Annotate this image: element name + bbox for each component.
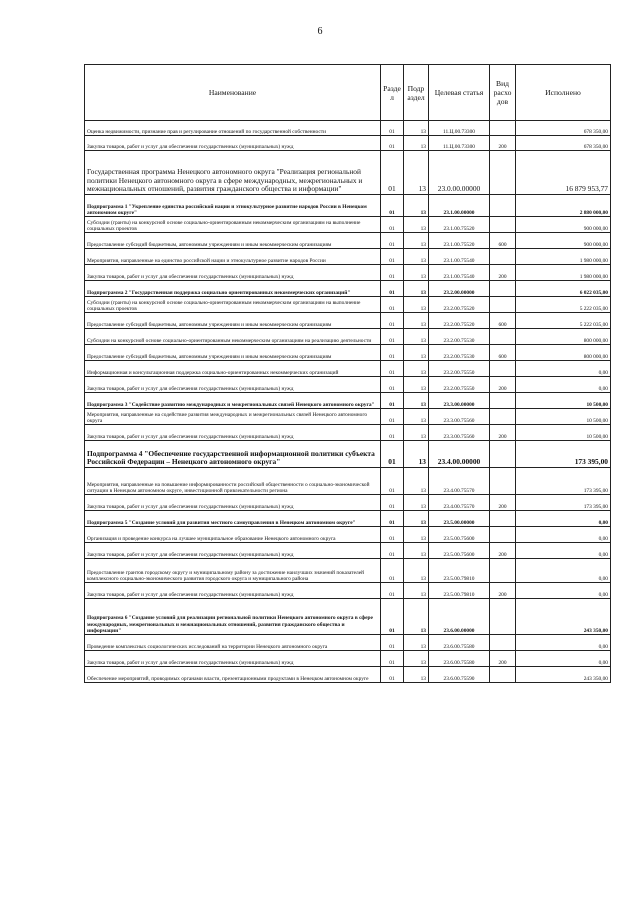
cell-executed: 1 980 000,00	[516, 249, 611, 265]
table-row	[85, 667, 611, 683]
cell-section: 01	[381, 121, 404, 136]
cell-subsection: 13	[404, 151, 429, 195]
cell-executed: 800 000,00	[516, 345, 611, 361]
cell-executed: 0,00	[516, 651, 611, 667]
cell-target: 23.5.00.79810	[429, 583, 490, 599]
cell-section: 01	[381, 151, 404, 195]
header-type: Вид расхо дов	[490, 65, 516, 121]
cell-executed: 0,00	[516, 543, 611, 559]
cell-name: Закупка товаров, работ и услуг для обеспечения государственных (муниципальных) нужд	[85, 136, 381, 151]
table-body	[85, 121, 611, 683]
cell-target: 23.5.00.75600	[429, 527, 490, 543]
cell-section: 01	[381, 468, 404, 495]
table-row	[85, 121, 611, 136]
cell-section: 01	[381, 495, 404, 511]
cell-type	[490, 361, 516, 377]
table-row	[85, 651, 611, 667]
cell-name: Закупка товаров, работ и услуг для обеспечения государственных (муниципальных) нужд	[85, 583, 381, 599]
cell-type	[490, 667, 516, 683]
table-row	[85, 361, 611, 377]
cell-executed: 1 980 000,00	[516, 265, 611, 281]
cell-section: 01	[381, 329, 404, 345]
cell-executed: 0,00	[516, 583, 611, 599]
cell-target: 23.1.00.75540	[429, 265, 490, 281]
header-executed: Исполнено	[516, 65, 611, 121]
cell-subsection: 13	[404, 468, 429, 495]
table-row	[85, 527, 611, 543]
table-row	[85, 409, 611, 425]
header-target: Целевая статья	[429, 65, 490, 121]
cell-type	[490, 121, 516, 136]
table-row	[85, 393, 611, 409]
cell-target: 23.5.00.75600	[429, 543, 490, 559]
table-row	[85, 559, 611, 583]
cell-subsection: 13	[404, 249, 429, 265]
cell-type	[490, 195, 516, 217]
cell-executed: 900 000,00	[516, 233, 611, 249]
cell-subsection: 13	[404, 651, 429, 667]
cell-target: 23.6.00.00000	[429, 599, 490, 635]
cell-name: Закупка товаров, работ и услуг для обеспечения государственных (муниципальных) нужд	[85, 265, 381, 281]
cell-target: 23.2.00.75520	[429, 297, 490, 313]
cell-subsection: 13	[404, 121, 429, 136]
cell-section: 01	[381, 265, 404, 281]
cell-type	[490, 441, 516, 468]
cell-name: Мероприятия, направленные на единство российской нации и этнокультурное развитие народов России	[85, 249, 381, 265]
cell-executed: 10 500,00	[516, 425, 611, 441]
cell-name: Мероприятия, направленные на повышение информированности российской общественности о социально-экономической ситуации в Ненецком автономном округе, инвестиционной привлекательности региона	[85, 468, 381, 495]
cell-target: 23.0.00.00000	[429, 151, 490, 195]
cell-subsection: 13	[404, 377, 429, 393]
cell-executed: 173 395,00	[516, 495, 611, 511]
cell-type: 200	[490, 136, 516, 151]
table-row	[85, 136, 611, 151]
cell-name: Подпрограмма 4 "Обеспечение государственной информационной политики субъекта Российской Федерации – Ненецкого автономного округа"	[85, 441, 381, 468]
cell-executed: 173 395,00	[516, 468, 611, 495]
cell-name: Мероприятия, направленные на содействие развития международных и межрегиональных связей Ненецкого автономного округа	[85, 409, 381, 425]
cell-name: Обеспечение мероприятий, проводимых органами власти, презентационными продуктами в Ненецком автономном округе	[85, 667, 381, 683]
cell-section: 01	[381, 583, 404, 599]
cell-target: 23.2.00.75550	[429, 377, 490, 393]
cell-target: 23.2.00.75530	[429, 329, 490, 345]
cell-executed: 0,00	[516, 377, 611, 393]
table-row	[85, 217, 611, 233]
cell-subsection: 13	[404, 136, 429, 151]
table-row	[85, 377, 611, 393]
cell-executed: 243 350,00	[516, 599, 611, 635]
cell-type: 600	[490, 313, 516, 329]
table-row	[85, 495, 611, 511]
cell-executed: 0,00	[516, 635, 611, 651]
table-row	[85, 345, 611, 361]
cell-name: Субсидии (гранты) на конкурсной основе социально-ориентированным некоммерческим организациям на выполнение социальных проектов	[85, 217, 381, 233]
header-section: Разде л	[381, 65, 404, 121]
header-name: Наименование	[85, 65, 381, 121]
cell-executed: 0,00	[516, 511, 611, 527]
cell-type	[490, 217, 516, 233]
cell-subsection: 13	[404, 667, 429, 683]
cell-executed: 678 350,00	[516, 136, 611, 151]
cell-type	[490, 511, 516, 527]
cell-type	[490, 409, 516, 425]
table-row	[85, 511, 611, 527]
cell-name: Закупка товаров, работ и услуг для обеспечения государственных (муниципальных) нужд	[85, 377, 381, 393]
cell-name: Предоставление субсидий бюджетным, автономным учреждениям и иным некоммерческим организациям	[85, 345, 381, 361]
cell-name: Предоставление субсидий бюджетным, автономным учреждениям и иным некоммерческим организациям	[85, 233, 381, 249]
cell-target: 23.2.00.75530	[429, 345, 490, 361]
cell-section: 01	[381, 136, 404, 151]
cell-name: Подпрограмма 3 "Содействие развитию международных и межрегиональных связей Ненецкого автономного округа"	[85, 393, 381, 409]
cell-type	[490, 393, 516, 409]
cell-executed: 5 222 035,00	[516, 313, 611, 329]
table-row	[85, 635, 611, 651]
cell-target: 23.1.00.75520	[429, 233, 490, 249]
table-row	[85, 425, 611, 441]
cell-name: Подпрограмма 2 "Государственная поддержка социально ориентированных некоммерческих организаций"	[85, 281, 381, 297]
cell-name: Субсидии на конкурсной основе социально-ориентированным некоммерческим организациям на реализацию деятельности	[85, 329, 381, 345]
cell-executed: 6 022 035,00	[516, 281, 611, 297]
cell-executed: 173 395,00	[516, 441, 611, 468]
cell-subsection: 13	[404, 393, 429, 409]
table-row	[85, 249, 611, 265]
cell-section: 01	[381, 527, 404, 543]
cell-subsection: 13	[404, 265, 429, 281]
cell-section: 01	[381, 377, 404, 393]
cell-executed: 0,00	[516, 361, 611, 377]
cell-section: 01	[381, 361, 404, 377]
table-header-row	[85, 65, 611, 121]
cell-executed: 10 500,00	[516, 409, 611, 425]
cell-executed: 0,00	[516, 527, 611, 543]
cell-type	[490, 559, 516, 583]
cell-type	[490, 281, 516, 297]
table-row	[85, 599, 611, 635]
cell-target: 11.Ц.00.73300	[429, 136, 490, 151]
cell-target: 23.4.00.75570	[429, 468, 490, 495]
table-row	[85, 583, 611, 599]
cell-subsection: 13	[404, 583, 429, 599]
table-row	[85, 313, 611, 329]
cell-target: 23.6.00.75580	[429, 651, 490, 667]
cell-name: Подпрограмма 5 "Создание условий для развития местного самоуправления в Ненецком автономном округе"	[85, 511, 381, 527]
table-row	[85, 468, 611, 495]
cell-subsection: 13	[404, 599, 429, 635]
cell-target: 23.3.00.00000	[429, 393, 490, 409]
page-number: 6	[317, 26, 323, 37]
cell-target: 23.4.00.00000	[429, 441, 490, 468]
cell-type	[490, 249, 516, 265]
cell-section: 01	[381, 635, 404, 651]
cell-target: 23.3.00.75560	[429, 425, 490, 441]
cell-name: Подпрограмма 1 "Укрепление единства российской нации и этнокультурное развитие народов России в Ненецком автономном округе"	[85, 195, 381, 217]
table-row	[85, 329, 611, 345]
cell-type: 600	[490, 345, 516, 361]
cell-executed: 10 500,00	[516, 393, 611, 409]
cell-target: 23.2.00.75520	[429, 313, 490, 329]
cell-name: Организация и проведение конкурса на лучшее муниципальное образование Ненецкого автономного округа	[85, 527, 381, 543]
table-row	[85, 265, 611, 281]
cell-name: Закупка товаров, работ и услуг для обеспечения государственных (муниципальных) нужд	[85, 495, 381, 511]
cell-subsection: 13	[404, 425, 429, 441]
budget-table	[84, 64, 611, 683]
cell-section: 01	[381, 393, 404, 409]
cell-type	[490, 468, 516, 495]
cell-target: 23.4.00.75570	[429, 495, 490, 511]
cell-name: Подпрограмма 6 "Создание условий для реализации региональной политики Ненецкого автономного округа в сфере международных, межрегиональных и межнациональных отношений, развития гражданского общества и информации"	[85, 599, 381, 635]
cell-target: 23.2.00.75550	[429, 361, 490, 377]
table-row	[85, 441, 611, 468]
cell-type	[490, 329, 516, 345]
cell-subsection: 13	[404, 511, 429, 527]
cell-type	[490, 151, 516, 195]
cell-type: 200	[490, 543, 516, 559]
cell-executed: 800 000,00	[516, 329, 611, 345]
cell-type: 200	[490, 651, 516, 667]
cell-subsection: 13	[404, 527, 429, 543]
cell-name: Предоставление грантов городскому округу и муниципальному району за достижение наилучших значений показателей комплексного социально-экономического развития городского округа и муниципального района	[85, 559, 381, 583]
cell-section: 01	[381, 233, 404, 249]
cell-subsection: 13	[404, 409, 429, 425]
cell-target: 11.Ц.00.73300	[429, 121, 490, 136]
table-row	[85, 233, 611, 249]
cell-executed: 2 880 000,00	[516, 195, 611, 217]
cell-subsection: 13	[404, 495, 429, 511]
cell-subsection: 13	[404, 361, 429, 377]
cell-section: 01	[381, 599, 404, 635]
cell-target: 23.5.00.00000	[429, 511, 490, 527]
cell-executed: 678 350,00	[516, 121, 611, 136]
table-row	[85, 281, 611, 297]
cell-executed: 16 879 953,77	[516, 151, 611, 195]
cell-name: Информационная и консультационная поддержка социально-ориентированных некоммерческих организаций	[85, 361, 381, 377]
cell-name: Субсидии (гранты) на конкурсной основе социально-ориентированным некоммерческим организациям на выполнение социальных проектов	[85, 297, 381, 313]
cell-section: 01	[381, 345, 404, 361]
cell-type: 200	[490, 377, 516, 393]
cell-section: 01	[381, 559, 404, 583]
cell-target: 23.6.00.75590	[429, 667, 490, 683]
cell-type	[490, 297, 516, 313]
cell-name: Государственная программа Ненецкого автономного округа "Реализация региональной политики Ненецкого автономного округа в сфере международных, межрегиональных и межнациональных отношений, развития гражданского общества и информации"	[85, 151, 381, 195]
cell-name: Закупка товаров, работ и услуг для обеспечения государственных (муниципальных) нужд	[85, 543, 381, 559]
cell-name: Проведение комплексных социологических исследований на территории Ненецкого автономного округа	[85, 635, 381, 651]
cell-subsection: 13	[404, 217, 429, 233]
cell-type: 200	[490, 495, 516, 511]
cell-subsection: 13	[404, 635, 429, 651]
cell-section: 01	[381, 281, 404, 297]
cell-subsection: 13	[404, 329, 429, 345]
cell-section: 01	[381, 249, 404, 265]
cell-section: 01	[381, 297, 404, 313]
cell-section: 01	[381, 441, 404, 468]
cell-target: 23.3.00.75560	[429, 409, 490, 425]
cell-name: Закупка товаров, работ и услуг для обеспечения государственных (муниципальных) нужд	[85, 651, 381, 667]
cell-target: 23.1.00.75520	[429, 217, 490, 233]
cell-name: Закупка товаров, работ и услуг для обеспечения государственных (муниципальных) нужд	[85, 425, 381, 441]
cell-section: 01	[381, 511, 404, 527]
cell-subsection: 13	[404, 313, 429, 329]
cell-target: 23.6.00.75580	[429, 635, 490, 651]
cell-type: 200	[490, 265, 516, 281]
table-row	[85, 195, 611, 217]
cell-executed: 900 000,00	[516, 217, 611, 233]
cell-type: 200	[490, 583, 516, 599]
cell-section: 01	[381, 667, 404, 683]
cell-section: 01	[381, 313, 404, 329]
cell-subsection: 13	[404, 559, 429, 583]
cell-target: 23.5.00.79810	[429, 559, 490, 583]
cell-subsection: 13	[404, 297, 429, 313]
cell-name: Оценка недвижимости, признание прав и регулирование отношений по государственной собственности	[85, 121, 381, 136]
cell-type	[490, 599, 516, 635]
cell-subsection: 13	[404, 345, 429, 361]
table-row	[85, 543, 611, 559]
cell-type	[490, 635, 516, 651]
cell-target: 23.2.00.00000	[429, 281, 490, 297]
cell-subsection: 13	[404, 543, 429, 559]
header-subsection: Подр аздел	[404, 65, 429, 121]
cell-executed: 243 350,00	[516, 667, 611, 683]
cell-type: 600	[490, 233, 516, 249]
cell-section: 01	[381, 425, 404, 441]
cell-executed: 5 222 035,00	[516, 297, 611, 313]
table-row	[85, 151, 611, 195]
cell-section: 01	[381, 195, 404, 217]
cell-type	[490, 527, 516, 543]
cell-target: 23.1.00.75540	[429, 249, 490, 265]
cell-name: Предоставление субсидий бюджетным, автономным учреждениям и иным некоммерческим организациям	[85, 313, 381, 329]
cell-section: 01	[381, 651, 404, 667]
cell-subsection: 13	[404, 441, 429, 468]
cell-executed: 0,00	[516, 559, 611, 583]
cell-type: 200	[490, 425, 516, 441]
cell-section: 01	[381, 217, 404, 233]
cell-subsection: 13	[404, 233, 429, 249]
cell-subsection: 13	[404, 281, 429, 297]
cell-subsection: 13	[404, 195, 429, 217]
table-row	[85, 297, 611, 313]
cell-target: 23.1.00.00000	[429, 195, 490, 217]
cell-section: 01	[381, 543, 404, 559]
cell-section: 01	[381, 409, 404, 425]
